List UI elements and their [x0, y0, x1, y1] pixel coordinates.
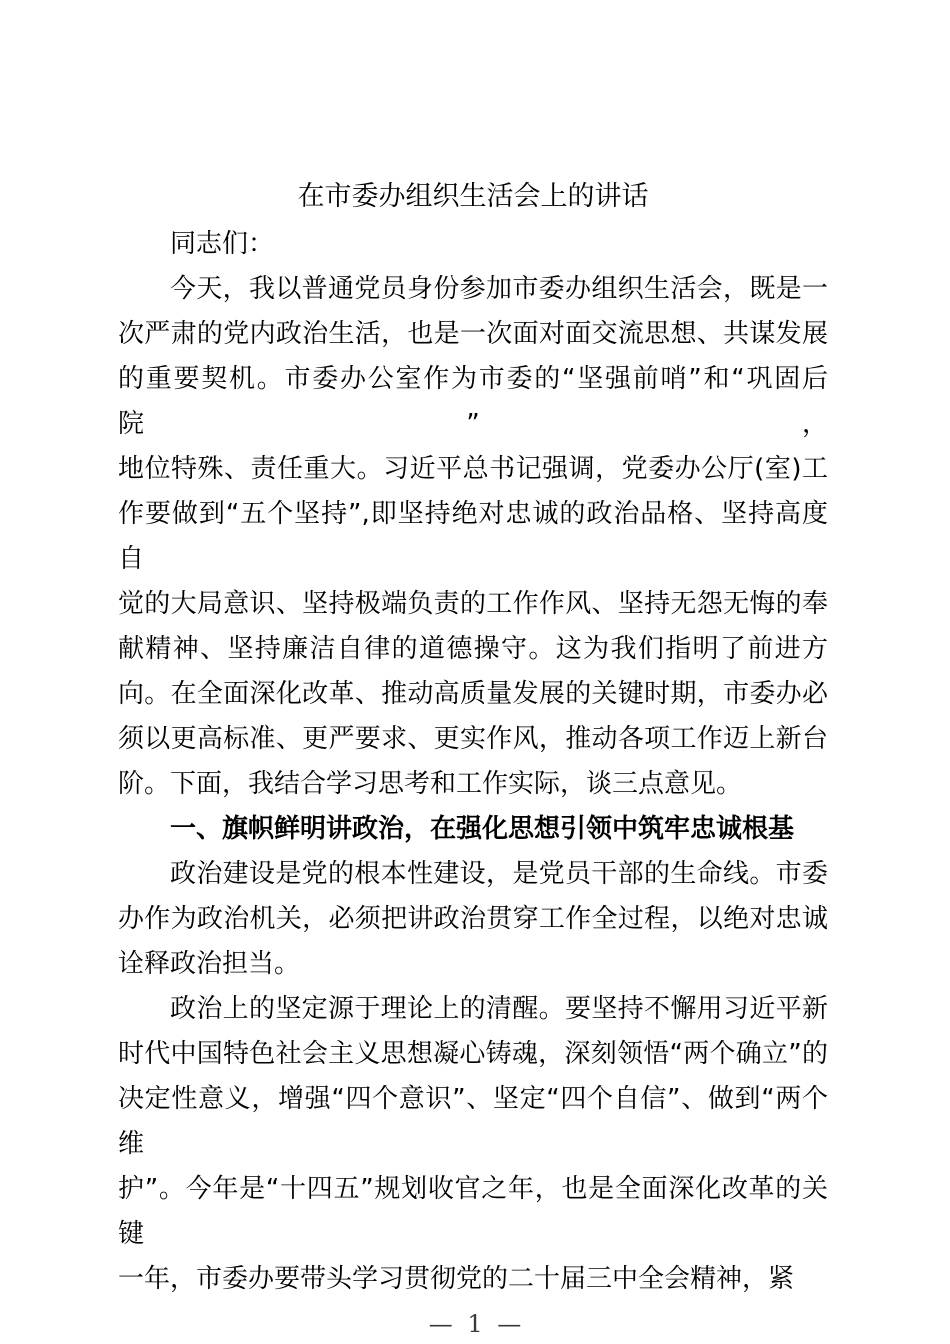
body-line: 办作为政治机关，必须把讲政治贯穿工作全过程，以绝对忠诚 [118, 904, 828, 934]
salutation-line: 同志们： [170, 229, 275, 259]
body-line: 阶。下面，我结合学习思考和工作实际，谈三点意见。 [118, 769, 743, 799]
body-line: 觉的大局意识、坚持极端负责的工作作风、坚持无怨无悔的奉 [118, 589, 828, 619]
body-line: 次严肃的党内政治生活，也是一次面对面交流思想、共谋发展 [118, 319, 828, 349]
body-line: 一年，市委办要带头学习贯彻党的二十届三中全会精神，紧 [118, 1264, 795, 1294]
body-line: 须以更高标准、更严要求、更实作风，推动各项工作迈上新台 [118, 724, 828, 754]
body-line: 政治上的坚定源于理论上的清醒。要坚持不懈用习近平新 [170, 994, 828, 1024]
section-heading: 一、旗帜鲜明讲政治，在强化思想引领中筑牢忠诚根基 [170, 814, 795, 844]
document-body [118, 222, 828, 1302]
body-line: 政治建设是党的根本性建设，是党员干部的生命线。市委 [170, 859, 828, 889]
body-line: 诠释政治担当。 [118, 949, 301, 979]
body-line: 今天，我以普通党员身份参加市委办组织生活会，既是一 [170, 274, 828, 304]
body-line: 地位特殊、责任重大。习近平总书记强调，党委办公厅(室)工 [118, 454, 828, 484]
body-line: 的重要契机。市委办公室作为市委的“坚强前哨”和“巩固后院”， [118, 364, 828, 439]
body-line: 作要做到“五个坚持”,即坚持绝对忠诚的政治品格、坚持高度自 [118, 499, 828, 574]
document-title: 在市委办组织生活会上的讲话 [297, 181, 649, 212]
page-footer [0, 1310, 950, 1338]
page-number: — 1 — [428, 1310, 522, 1338]
body-line: 护”。今年是“十四五”规划收官之年，也是全面深化改革的关键 [118, 1174, 828, 1249]
body-line: 决定性意义，增强“四个意识”、坚定“四个自信”、做到“两个维 [118, 1084, 828, 1159]
body-line: 时代中国特色社会主义思想凝心铸魂，深刻领悟“两个确立”的 [118, 1039, 828, 1069]
body-line: 向。在全面深化改革、推动高质量发展的关键时期，市委办必 [118, 679, 828, 709]
body-line: 献精神、坚持廉洁自律的道德操守。这为我们指明了前进方 [118, 634, 828, 664]
